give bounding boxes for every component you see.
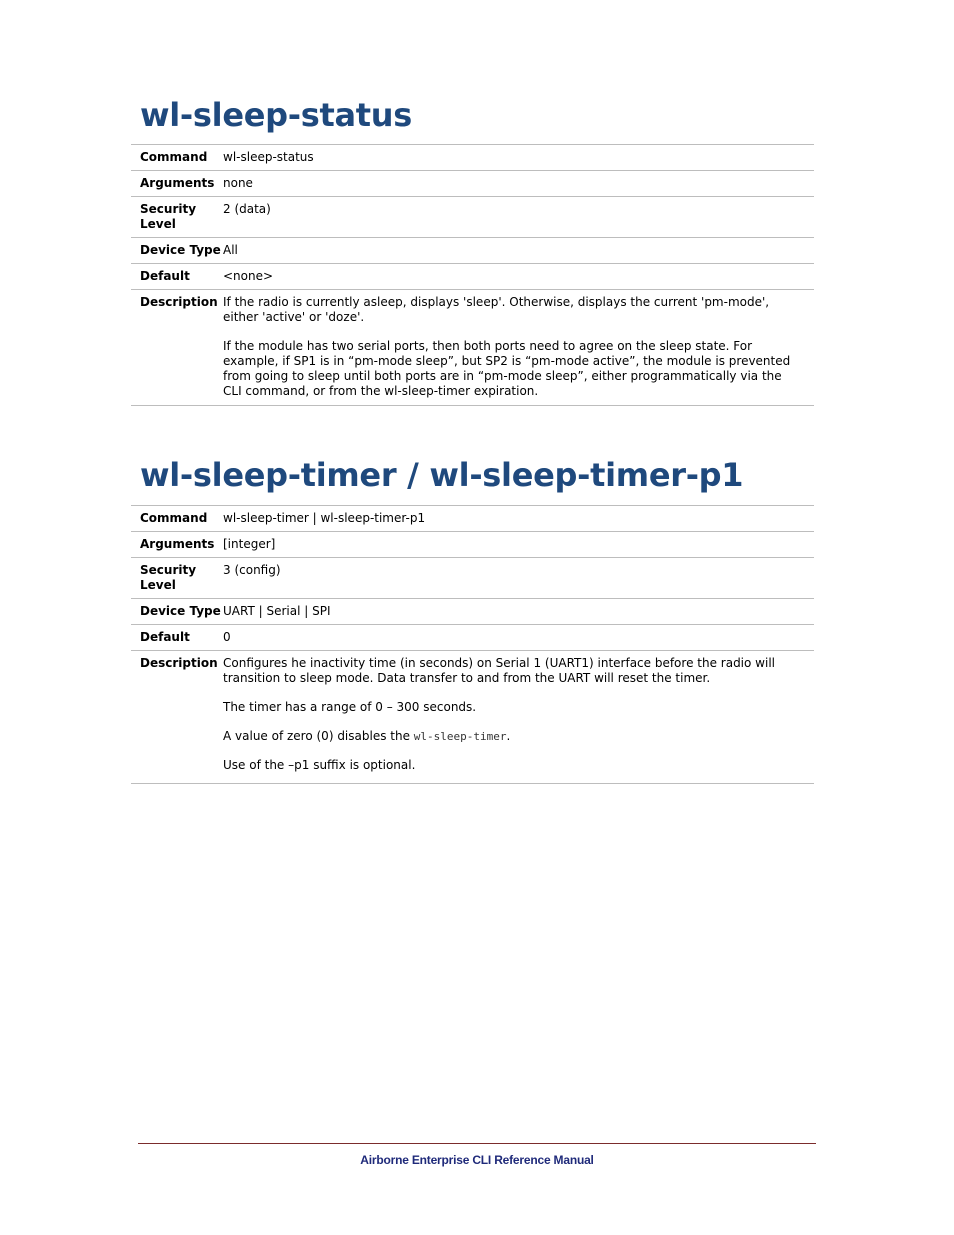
footer-title: Airborne Enterprise CLI Reference Manual — [360, 1153, 594, 1167]
row-value: 3 (config) — [223, 563, 281, 577]
table-row — [131, 145, 814, 171]
table-row — [131, 651, 814, 784]
table-row — [131, 171, 814, 197]
row-value: 2 (data) — [223, 202, 271, 216]
row-label: Device Type — [140, 243, 221, 257]
footer-divider — [138, 1143, 816, 1144]
description-paragraph: Configures he inactivity time (in seconds) on Serial 1 (UART1) interface before the radio will transition to sleep mode. Data transfer to and from the UART will reset the timer. — [223, 656, 775, 685]
description-paragraph: The timer has a range of 0 – 300 seconds. — [223, 700, 477, 714]
section-title: wl-sleep-timer / wl-sleep-timer-p1 — [140, 456, 744, 494]
row-label-line: Security — [140, 202, 197, 216]
row-label: Command — [140, 150, 208, 164]
description-paragraph — [223, 729, 804, 744]
row-label: Arguments — [140, 176, 215, 190]
row-label — [131, 197, 223, 238]
table-row — [131, 532, 814, 558]
command-table — [131, 144, 814, 406]
row-value: wl-sleep-timer | wl-sleep-timer-p1 — [223, 511, 426, 525]
row-value: [integer] — [223, 537, 276, 551]
row-label: Arguments — [140, 537, 215, 551]
row-value — [223, 290, 814, 406]
row-value: 0 — [223, 630, 231, 644]
row-label: Device Type — [140, 604, 221, 618]
row-label: Description — [140, 295, 218, 309]
table-row — [131, 558, 814, 599]
row-value — [223, 651, 814, 784]
table-row — [131, 625, 814, 651]
text-run: A value of zero (0) disables the — [223, 729, 414, 743]
section-wl-sleep-status — [131, 95, 814, 406]
command-table — [131, 505, 814, 784]
row-label: Default — [140, 269, 190, 283]
section-wl-sleep-timer — [131, 455, 814, 784]
row-value: wl-sleep-status — [223, 150, 314, 164]
row-value: none — [223, 176, 253, 190]
row-label: Default — [140, 630, 190, 644]
table-row — [131, 264, 814, 290]
table-row — [131, 197, 814, 238]
table-row — [131, 506, 814, 532]
text-run: . — [506, 729, 511, 743]
row-value: <none> — [223, 269, 274, 283]
table-row — [131, 290, 814, 406]
row-label-line: Level — [140, 578, 176, 592]
description-paragraph: Use of the –p1 suffix is optional. — [223, 758, 416, 772]
row-label — [131, 558, 223, 599]
description-paragraph: If the radio is currently asleep, displays 'sleep'. Otherwise, displays the current 'pm-mode', either 'active' or 'doze'. — [223, 295, 770, 324]
row-label-line: Security — [140, 563, 197, 577]
table-row — [131, 238, 814, 264]
inline-code: wl-sleep-timer — [413, 730, 507, 743]
row-label: Description — [140, 656, 218, 670]
row-value: All — [223, 243, 238, 257]
row-label-line: Level — [140, 217, 176, 231]
description-paragraph: If the module has two serial ports, then both ports need to agree on the sleep state. For example, if SP1 is in “pm-mode sleep”, but SP2 is “pm-mode active”, the module is prevented from going to sleep until both ports are in “pm-mode sleep”, either programmatically via the CLI command, or from the wl-sleep-timer expiration. — [223, 339, 791, 398]
row-label: Command — [140, 511, 208, 525]
row-value: UART | Serial | SPI — [223, 604, 331, 618]
table-row — [131, 599, 814, 625]
section-title: wl-sleep-status — [140, 96, 412, 134]
